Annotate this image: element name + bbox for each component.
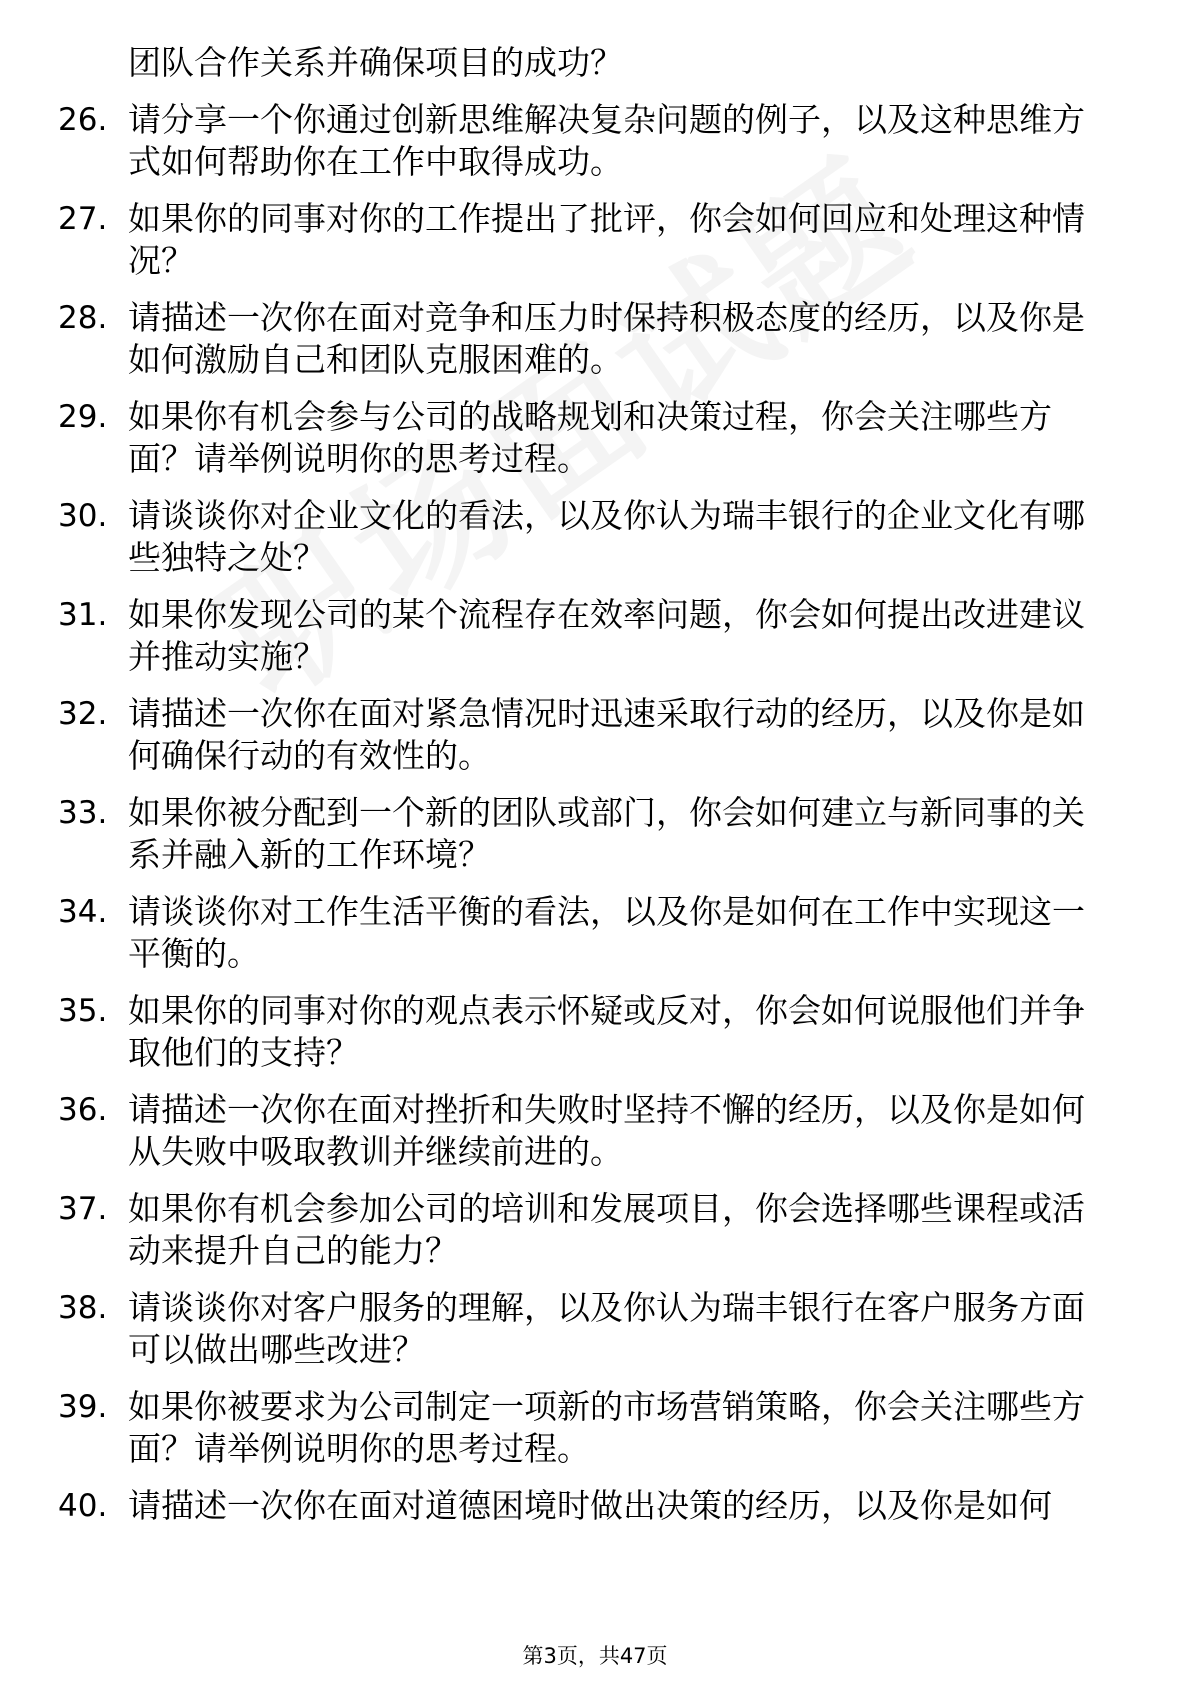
page-footer: 第3页，共47页 <box>522 1644 668 1668</box>
question-text: 如果你被分配到一个新的团队或部门，你会如何建立与新同事的关系并融入新的工作环境？ <box>128 793 1085 874</box>
question-number: 36. <box>58 1092 108 1128</box>
question-number: 34. <box>58 894 108 930</box>
question-text: 请分享一个你通过创新思维解决复杂问题的例子，以及这种思维方式如何帮助你在工作中取得成功。 <box>128 100 1085 181</box>
question-number: 31. <box>58 597 108 633</box>
question-item <box>0 693 1190 777</box>
question-number: 35. <box>58 993 108 1029</box>
question-item <box>0 297 1190 381</box>
question-item <box>0 1386 1190 1470</box>
question-text: 团队合作关系并确保项目的成功？ <box>128 43 623 82</box>
question-item <box>0 396 1190 480</box>
question-item <box>0 1485 1190 1527</box>
question-number: 29. <box>58 399 108 435</box>
question-item <box>0 198 1190 282</box>
question-text: 请谈谈你对工作生活平衡的看法，以及你是如何在工作中实现这一平衡的。 <box>128 892 1085 973</box>
question-text: 请描述一次你在面对道德困境时做出决策的经历，以及你是如何 <box>128 1486 1052 1525</box>
question-text: 请谈谈你对企业文化的看法，以及你认为瑞丰银行的企业文化有哪些独特之处？ <box>128 496 1085 577</box>
question-text: 请描述一次你在面对挫折和失败时坚持不懈的经历，以及你是如何从失败中吸取教训并继续前进的。 <box>128 1090 1085 1171</box>
question-number: 27. <box>58 201 108 237</box>
question-item <box>0 99 1190 183</box>
question-number: 38. <box>58 1290 108 1326</box>
question-text: 如果你有机会参加公司的培训和发展项目，你会选择哪些课程或活动来提升自己的能力？ <box>128 1189 1085 1270</box>
question-item <box>0 1287 1190 1371</box>
question-text: 如果你有机会参与公司的战略规划和决策过程，你会关注哪些方面？请举例说明你的思考过程。 <box>128 397 1052 478</box>
question-item <box>0 891 1190 975</box>
question-item <box>0 792 1190 876</box>
question-number: 33. <box>58 795 108 831</box>
question-item <box>0 594 1190 678</box>
question-text: 请描述一次你在面对紧急情况时迅速采取行动的经历，以及你是如何确保行动的有效性的。 <box>128 694 1085 775</box>
question-item <box>0 1188 1190 1272</box>
question-number: 30. <box>58 498 108 534</box>
question-text: 请描述一次你在面对竞争和压力时保持积极态度的经历，以及你是如何激励自己和团队克服困难的。 <box>128 298 1085 379</box>
question-item <box>0 1089 1190 1173</box>
question-text: 如果你的同事对你的工作提出了批评，你会如何回应和处理这种情况？ <box>128 199 1085 280</box>
question-number: 32. <box>58 696 108 732</box>
question-number: 40. <box>58 1488 108 1524</box>
question-text: 如果你的同事对你的观点表示怀疑或反对，你会如何说服他们并争取他们的支持？ <box>128 991 1085 1072</box>
question-item <box>0 42 1190 84</box>
question-number: 37. <box>58 1191 108 1227</box>
question-text: 请谈谈你对客户服务的理解，以及你认为瑞丰银行在客户服务方面可以做出哪些改进？ <box>128 1288 1085 1369</box>
question-list <box>0 42 1190 1527</box>
question-text: 如果你发现公司的某个流程存在效率问题，你会如何提出改进建议并推动实施？ <box>128 595 1085 676</box>
question-number: 28. <box>58 300 108 336</box>
question-number: 39. <box>58 1389 108 1425</box>
question-text: 如果你被要求为公司制定一项新的市场营销策略，你会关注哪些方面？请举例说明你的思考过程。 <box>128 1387 1085 1468</box>
question-item <box>0 990 1190 1074</box>
question-number: 26. <box>58 102 108 138</box>
question-item <box>0 495 1190 579</box>
